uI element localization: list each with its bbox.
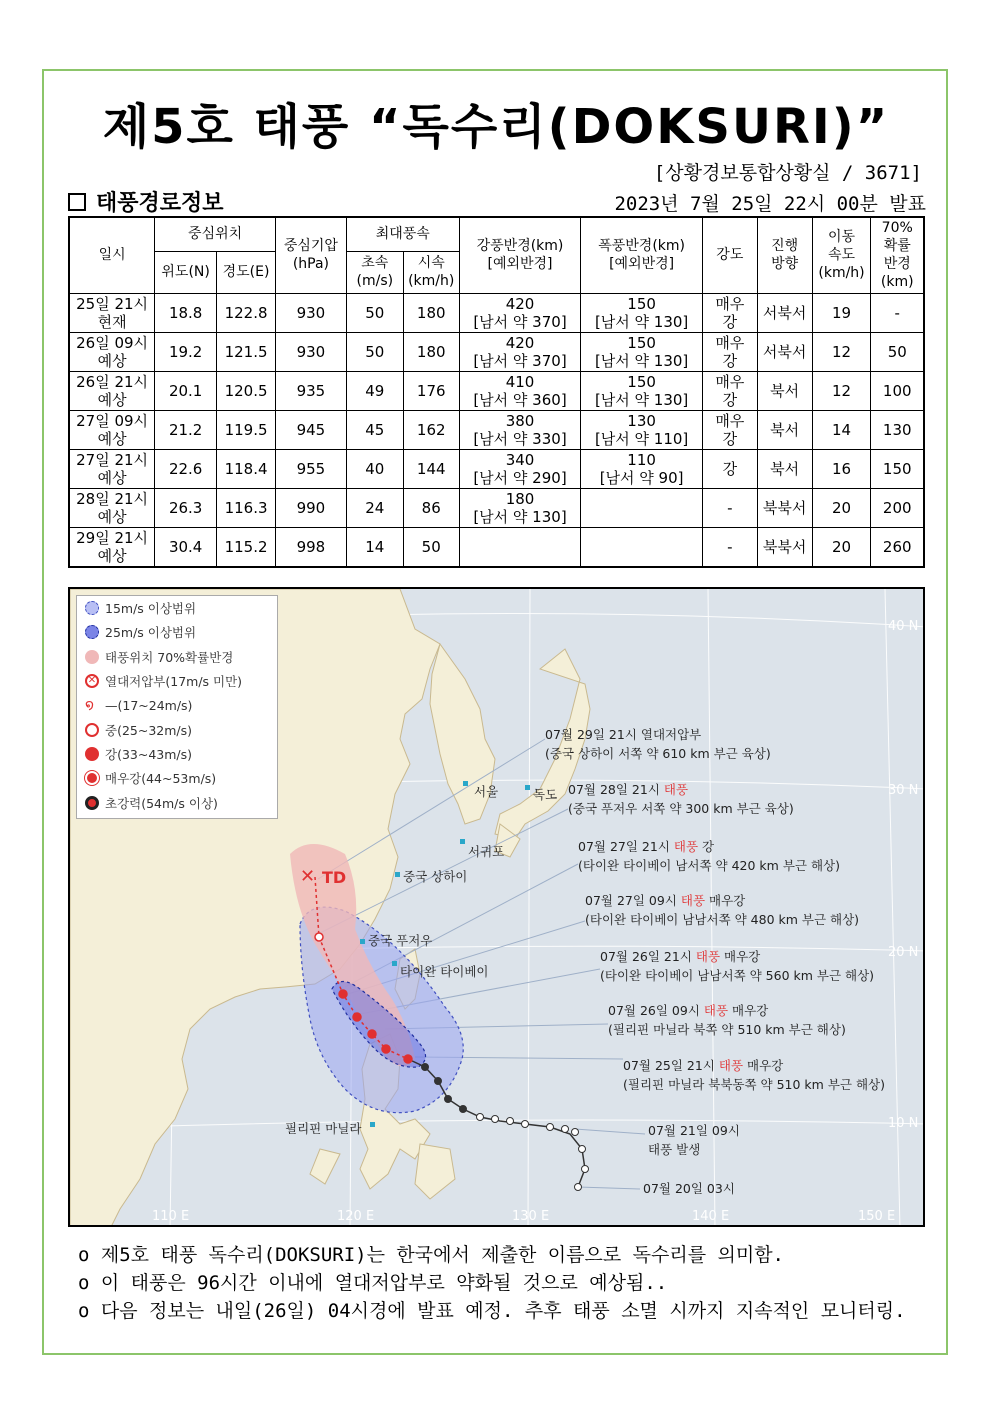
cell-pressure: 930: [276, 293, 347, 332]
note-line: o 제5호 태풍 독수리(DOKSURI)는 한국에서 제출한 이름으로 독수리를 의미함.: [78, 1244, 784, 1266]
cell-pressure: 930: [276, 332, 347, 371]
cell-intensity: -: [702, 527, 757, 567]
cell-gale-radius: 180 [남서 약 130]: [459, 488, 581, 527]
cell-speed: 19: [812, 293, 871, 332]
lon-label: 130 E: [512, 1209, 550, 1224]
track-annotation: 07월 27일 09시 태풍 매우강 (타이완 타이베이 남남서쪽 약 480 km 부근 해상): [585, 893, 860, 927]
lon-label: 110 E: [152, 1209, 190, 1224]
cell-prob-radius: 130: [871, 410, 924, 449]
cell-prob-radius: 50: [871, 332, 924, 371]
cell-direction: 북서: [757, 371, 812, 410]
header-lat: 위도(N): [155, 251, 217, 293]
typhoon-track-table: [68, 216, 925, 568]
cell-lat: 26.3: [155, 488, 217, 527]
cell-pressure: 945: [276, 410, 347, 449]
cell-lon: 122.8: [217, 293, 276, 332]
lat-label: 10 N: [888, 1116, 919, 1131]
cell-time: 25일 21시 현재: [69, 293, 155, 332]
header-storm-radius: 폭풍반경(km) [예외반경]: [581, 217, 703, 293]
lat-label: 30 N: [888, 783, 919, 798]
header-direction: 진행 방향: [757, 217, 812, 293]
cell-intensity: 매우 강: [702, 332, 757, 371]
cell-speed: 12: [812, 332, 871, 371]
cell-lat: 22.6: [155, 449, 217, 488]
cell-prob-radius: -: [871, 293, 924, 332]
cell-prob-radius: 200: [871, 488, 924, 527]
cell-gale-radius: 410 [남서 약 360]: [459, 371, 581, 410]
td-label: TD: [322, 868, 347, 887]
cell-pressure: 990: [276, 488, 347, 527]
place-shanghai: 중국 상하이: [403, 869, 468, 884]
cell-direction: 북서: [757, 449, 812, 488]
header-ms: 초속 (m/s): [346, 251, 403, 293]
track-annotation: 07월 21일 09시 태풍 발생: [648, 1123, 740, 1157]
cell-lon: 116.3: [217, 488, 276, 527]
cell-wind-ms: 14: [346, 527, 403, 567]
radius-15-icon: [85, 601, 99, 615]
cell-storm-radius: 110 [남서 약 90]: [581, 449, 703, 488]
table-row: [69, 332, 924, 371]
cell-intensity: 매우 강: [702, 371, 757, 410]
legend-item: 15m/s 이상범위: [77, 596, 277, 620]
cell-gale-radius: [459, 527, 581, 567]
header-pressure: 중심기압 (hPa): [276, 217, 347, 293]
cell-pressure: 955: [276, 449, 347, 488]
typhoon-track-map: [68, 587, 925, 1227]
typhoon-medium-icon: [85, 723, 99, 737]
cell-gale-radius: 340 [남서 약 290]: [459, 449, 581, 488]
prob-radius-icon: [85, 650, 99, 664]
cell-time: 29일 21시 예상: [69, 527, 155, 567]
legend-item: 매우강(44~53m/s): [77, 766, 277, 790]
legend-item: ✕ 열대저압부(17m/s 미만): [77, 669, 277, 693]
cell-lat: 21.2: [155, 410, 217, 449]
cell-speed: 16: [812, 449, 871, 488]
header-lon: 경도(E): [217, 251, 276, 293]
header-intensity: 강도: [702, 217, 757, 293]
cell-direction: 서북서: [757, 293, 812, 332]
lon-label: 120 E: [337, 1209, 375, 1224]
cell-lon: 119.5: [217, 410, 276, 449]
cell-speed: 14: [812, 410, 871, 449]
radius-25-icon: [85, 625, 99, 639]
header-gale-radius: 강풍반경(km) [예외반경]: [459, 217, 581, 293]
cell-wind-ms: 49: [346, 371, 403, 410]
cell-wind-ms: 50: [346, 293, 403, 332]
cell-lat: 19.2: [155, 332, 217, 371]
cell-prob-radius: 150: [871, 449, 924, 488]
cell-wind-ms: 45: [346, 410, 403, 449]
cell-wind-ms: 24: [346, 488, 403, 527]
td-cross-icon: ✕: [300, 866, 316, 887]
table-row: [69, 371, 924, 410]
cell-wind-kmh: 180: [403, 332, 459, 371]
cell-pressure: 935: [276, 371, 347, 410]
cell-gale-radius: 380 [남서 약 330]: [459, 410, 581, 449]
cell-prob-radius: 100: [871, 371, 924, 410]
header-kmh: 시속 (km/h): [403, 251, 459, 293]
cell-wind-kmh: 162: [403, 410, 459, 449]
cell-pressure: 998: [276, 527, 347, 567]
issuing-office: [상황경보통합상황실 / 3671]: [653, 162, 922, 184]
table-row: [69, 488, 924, 527]
cell-lon: 120.5: [217, 371, 276, 410]
place-dokdo: 독도: [533, 787, 558, 802]
td-icon: ✕: [85, 674, 99, 688]
cell-intensity: -: [702, 488, 757, 527]
table-row: [69, 527, 924, 567]
lon-label: 140 E: [692, 1209, 730, 1224]
cell-time: 27일 21시 예상: [69, 449, 155, 488]
place-seogwipo: 서귀포: [468, 844, 505, 859]
legend-item: 25m/s 이상범위: [77, 620, 277, 644]
legend-item: 태풍위치 70%확률반경: [77, 645, 277, 669]
cell-intensity: 매우 강: [702, 293, 757, 332]
header-time: 일시: [69, 217, 155, 293]
lat-label: 20 N: [888, 945, 919, 960]
cell-speed: 20: [812, 488, 871, 527]
cell-storm-radius: 130 [남서 약 110]: [581, 410, 703, 449]
cell-wind-kmh: 144: [403, 449, 459, 488]
header-speed: 이동 속도 (km/h): [812, 217, 871, 293]
cell-time: 28일 21시 예상: [69, 488, 155, 527]
notes: [78, 1241, 906, 1325]
table-row: [69, 293, 924, 332]
cell-speed: 20: [812, 527, 871, 567]
lon-label: 150 E: [858, 1209, 896, 1224]
cell-direction: 북북서: [757, 488, 812, 527]
cell-direction: 북북서: [757, 527, 812, 567]
cell-storm-radius: 150 [남서 약 130]: [581, 332, 703, 371]
header-maxwind: 최대풍속: [346, 217, 459, 251]
legend-item: 강(33~43m/s): [77, 742, 277, 766]
issue-time: 2023년 7월 25일 22시 00분 발표: [614, 193, 926, 215]
page-title: 제5호 태풍 “독수리(DOKSURI)”: [102, 99, 890, 155]
typhoon-strong-icon: [85, 747, 99, 761]
cell-wind-kmh: 86: [403, 488, 459, 527]
track-annotation: 07월 29일 21시 열대저압부 (중국 상하이 서쪽 약 610 km 부근 육상): [545, 727, 771, 761]
cell-direction: 서북서: [757, 332, 812, 371]
place-fuzhou: 중국 푸저우: [368, 933, 433, 948]
track-annotation: 07월 27일 21시 태풍 강 (타이완 타이베이 남서쪽 약 420 km 부근 해상): [578, 839, 840, 873]
note-line: o 다음 정보는 내일(26일) 04시경에 발표 예정. 추후 태풍 소멸 시까지 지속적인 모니터링.: [78, 1300, 906, 1322]
section-heading: [68, 186, 224, 217]
cell-storm-radius: [581, 527, 703, 567]
cell-intensity: 강: [702, 449, 757, 488]
track-annotation: 07월 20일 03시: [643, 1181, 735, 1196]
cell-gale-radius: 420 [남서 약 370]: [459, 293, 581, 332]
place-seoul: 서울: [474, 784, 499, 799]
legend-item: 초강력(54m/s 이상): [77, 790, 277, 814]
place-taipei: 타이완 타이베이: [400, 964, 489, 979]
typhoon-weak-icon: ໑: [85, 697, 94, 714]
cell-lat: 18.8: [155, 293, 217, 332]
cell-wind-kmh: 176: [403, 371, 459, 410]
typhoon-super-icon: [85, 796, 99, 810]
legend-item: 중(25~32m/s): [77, 717, 277, 741]
cell-prob-radius: 260: [871, 527, 924, 567]
cell-wind-kmh: 50: [403, 527, 459, 567]
header-center: 중심위치: [155, 217, 276, 251]
section-title: 태풍경로정보: [96, 191, 224, 216]
cell-wind-ms: 40: [346, 449, 403, 488]
track-annotation: 07월 28일 21시 태풍 (중국 푸저우 서쪽 약 300 km 부근 육상): [568, 782, 794, 816]
map-legend: [76, 595, 278, 819]
typhoon-very-strong-icon: [85, 771, 99, 785]
cell-time: 26일 09시 예상: [69, 332, 155, 371]
legend-item: ໑ —(17~24m/s): [85, 697, 193, 714]
track-annotation: 07월 26일 21시 태풍 매우강 (타이완 타이베이 남남서쪽 약 560 km 부근 해상): [600, 949, 875, 983]
cell-lon: 121.5: [217, 332, 276, 371]
header-prob-radius: 70% 확률 반경 (km): [871, 217, 924, 293]
table-row: [69, 449, 924, 488]
note-line: o 이 태풍은 96시간 이내에 열대저압부로 약화될 것으로 예상됨..: [78, 1272, 668, 1294]
cell-lat: 30.4: [155, 527, 217, 567]
checkbox-icon: [68, 193, 86, 211]
track-annotation: 07월 25일 21시 태풍 매우강 (필리핀 마닐라 북북동쪽 약 510 km 부근 해상): [623, 1058, 885, 1092]
cell-time: 27일 09시 예상: [69, 410, 155, 449]
table-row: [69, 410, 924, 449]
cell-lon: 118.4: [217, 449, 276, 488]
cell-wind-kmh: 180: [403, 293, 459, 332]
lat-label: 40 N: [888, 619, 919, 634]
cell-storm-radius: [581, 488, 703, 527]
cell-gale-radius: 420 [남서 약 370]: [459, 332, 581, 371]
cell-wind-ms: 50: [346, 332, 403, 371]
track-annotation: 07월 26일 09시 태풍 매우강 (필리핀 마닐라 북쪽 약 510 km 부근 해상): [608, 1003, 846, 1037]
cell-lat: 20.1: [155, 371, 217, 410]
place-manila: 필리핀 마닐라: [285, 1121, 362, 1136]
cell-lon: 115.2: [217, 527, 276, 567]
cell-time: 26일 21시 예상: [69, 371, 155, 410]
cell-storm-radius: 150 [남서 약 130]: [581, 371, 703, 410]
cell-direction: 북서: [757, 410, 812, 449]
cell-intensity: 매우 강: [702, 410, 757, 449]
cell-storm-radius: 150 [남서 약 130]: [581, 293, 703, 332]
cell-speed: 12: [812, 371, 871, 410]
